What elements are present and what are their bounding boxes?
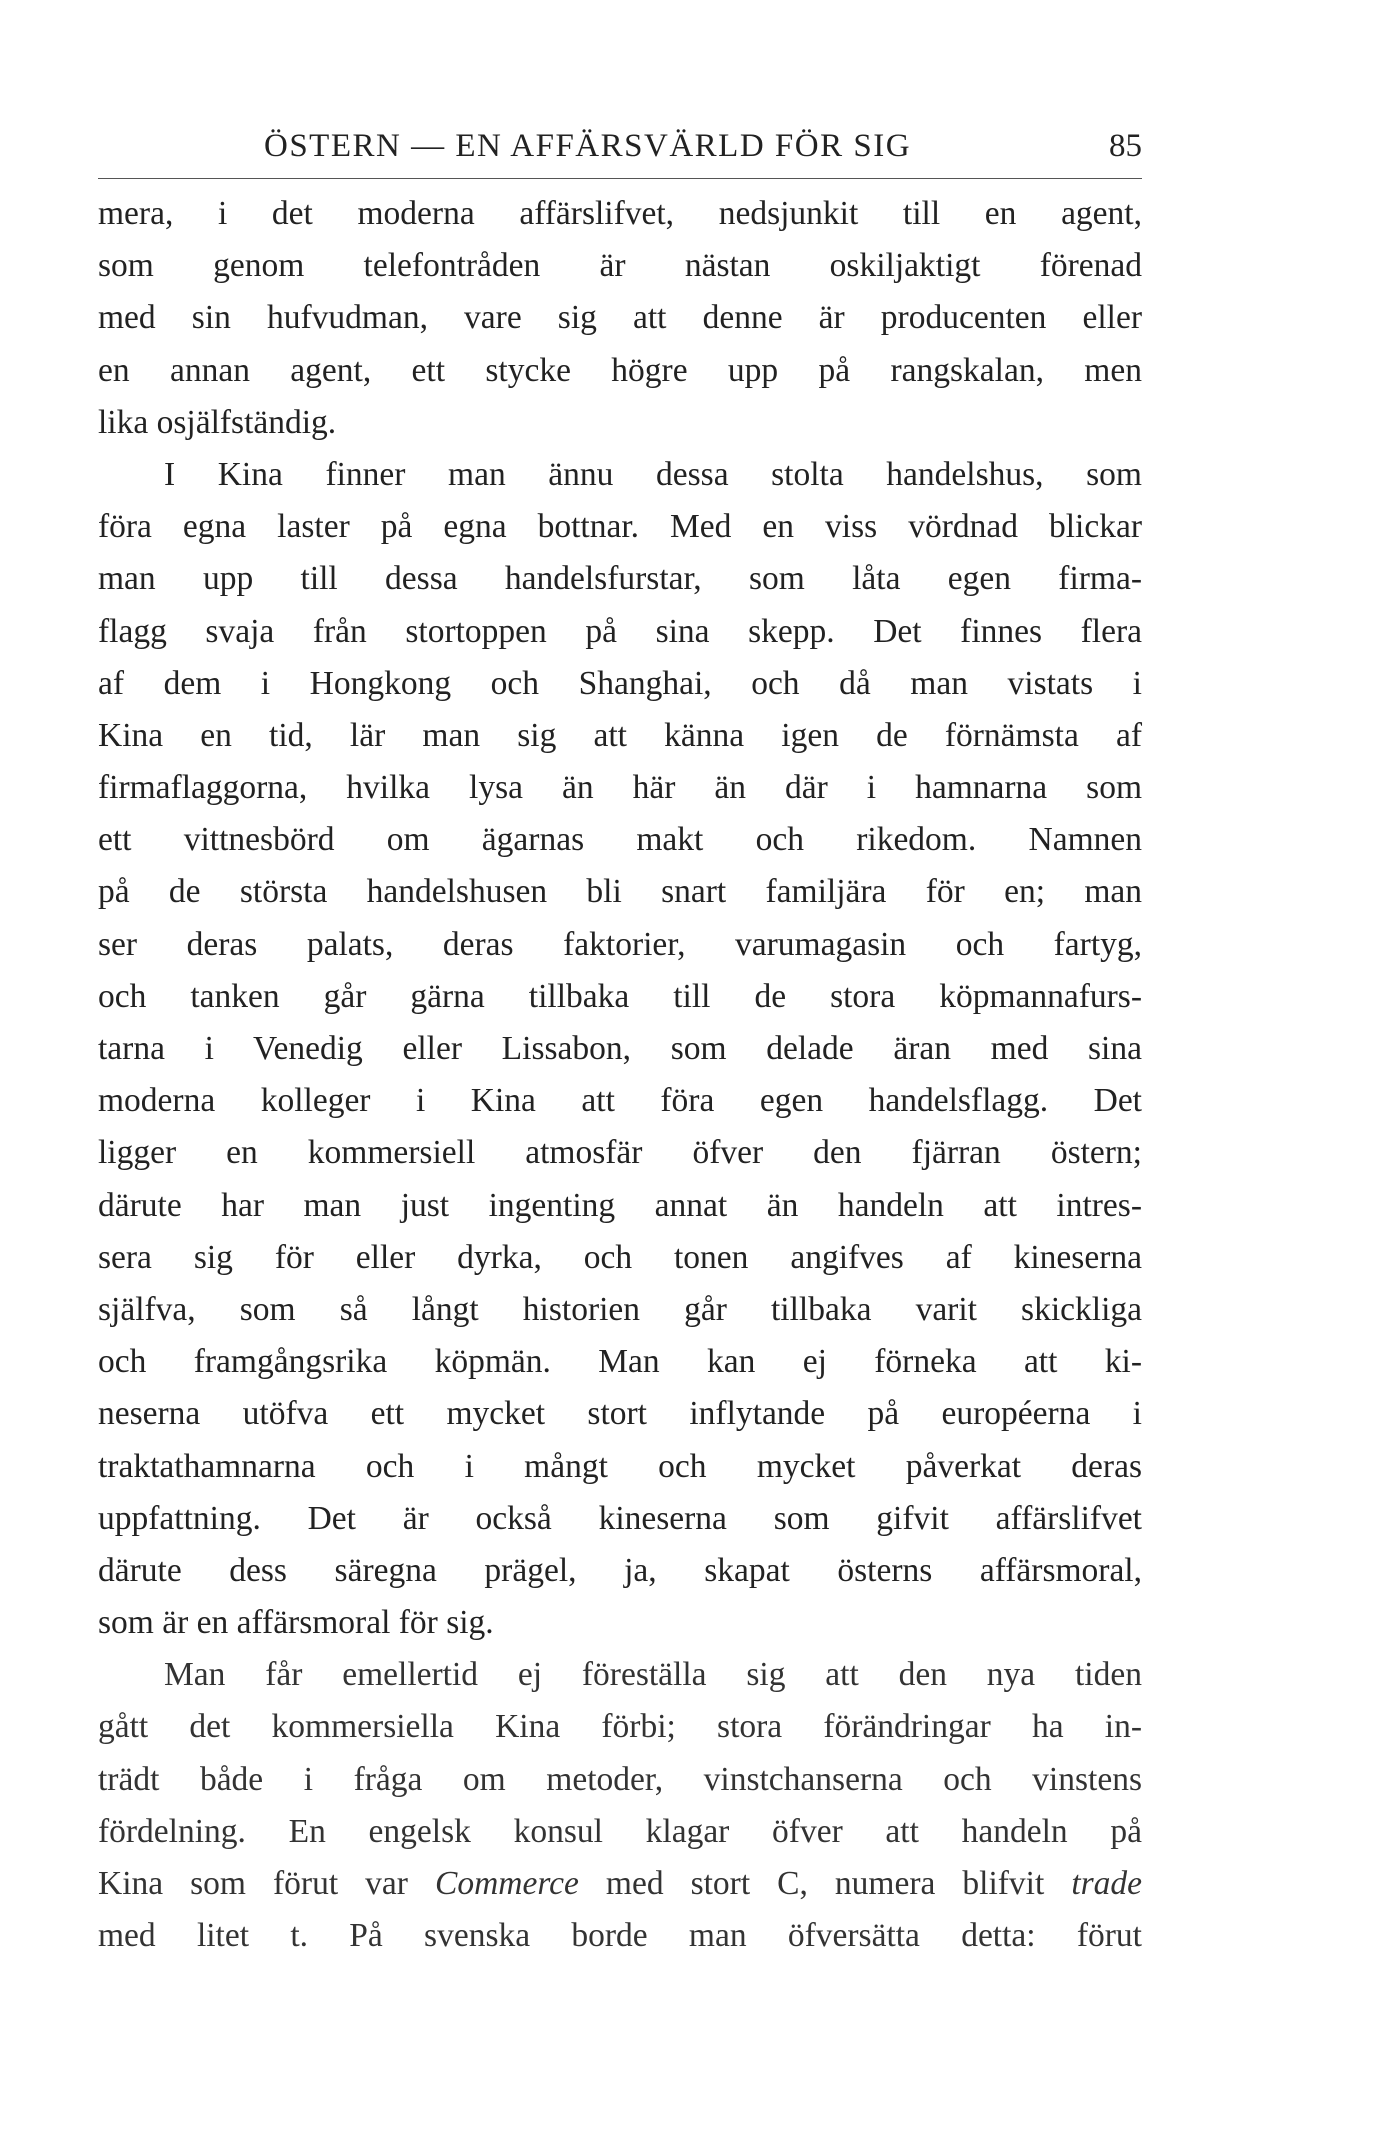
text-line: lika osjälfständig. bbox=[98, 403, 337, 441]
text-line: föra egna laster på egna bottnar. Med en viss vördnad blickar bbox=[98, 508, 1142, 546]
text-line: själfva, som så långt historien går tillbaka varit skickliga bbox=[98, 1290, 1142, 1328]
italic-term: Commerce bbox=[434, 1865, 579, 1902]
text-line: ligger en kommersiell atmosfär öfver den fjärran östern; bbox=[98, 1134, 1142, 1172]
page-number: 85 bbox=[1109, 128, 1142, 164]
running-title: ÖSTERN — EN AFFÄRSVÄRLD FÖR SIG bbox=[264, 128, 912, 164]
text-line: med sin hufvudman, vare sig att denne är producenten eller bbox=[98, 299, 1142, 337]
text-line: flagg svaja från stortoppen på sina skepp. Det finnes flera bbox=[98, 612, 1142, 650]
text-line-mixed bbox=[98, 1858, 1142, 1910]
text-line: med litet t. På svenska borde man öfversätta detta: förut bbox=[98, 1917, 1142, 1955]
text-line: neserna utöfva ett mycket stort inflytande på européerna i bbox=[98, 1395, 1142, 1433]
text-line: ser deras palats, deras faktorier, varumagasin och fartyg, bbox=[98, 925, 1142, 963]
text-line: en annan agent, ett stycke högre upp på rangskalan, men bbox=[98, 351, 1142, 389]
text-segment: med stort C, numera blifvit bbox=[605, 1865, 1045, 1902]
text-line: Man får emellertid ej föreställa sig att den nya tiden bbox=[164, 1656, 1142, 1694]
text-line: I Kina finner man ännu dessa stolta handelshus, som bbox=[164, 455, 1142, 493]
text-line: och tanken går gärna tillbaka till de stora köpmannafurs- bbox=[98, 977, 1142, 1015]
text-line: af dem i Hongkong och Shanghai, och då man vistats i bbox=[98, 664, 1142, 702]
text-line: uppfattning. Det är också kineserna som gifvit affärslifvet bbox=[98, 1499, 1142, 1537]
text-line: ett vittnesbörd om ägarnas makt och rikedom. Namnen bbox=[98, 821, 1142, 859]
text-line: och framgångsrika köpmän. Man kan ej förneka att ki- bbox=[98, 1343, 1142, 1381]
text-line: mera, i det moderna affärslifvet, nedsjunkit till en agent, bbox=[98, 195, 1142, 232]
header-rule bbox=[98, 178, 1142, 179]
text-line: fördelning. En engelsk konsul klagar öfver att handeln på bbox=[98, 1812, 1142, 1850]
text-line: som är en affärsmoral för sig. bbox=[98, 1604, 494, 1642]
text-line: på de största handelshusen bli snart familjära för en; man bbox=[98, 873, 1142, 911]
text-line: man upp till dessa handelsfurstar, som låta egen firma- bbox=[98, 560, 1142, 598]
text-line: trädt både i fråga om metoder, vinstchanserna och vinstens bbox=[98, 1760, 1142, 1798]
text-line: sera sig för eller dyrka, och tonen angifves af kineserna bbox=[98, 1238, 1142, 1276]
text-line: tarna i Venedig eller Lissabon, som delade äran med sina bbox=[98, 1030, 1142, 1067]
text-line: moderna kolleger i Kina att föra egen handelsflagg. Det bbox=[98, 1082, 1142, 1120]
running-header bbox=[98, 122, 1142, 182]
text-line: gått det kommersiella Kina förbi; stora förändringar ha in- bbox=[98, 1708, 1142, 1746]
page-body bbox=[98, 188, 1142, 1962]
text-line: därute dess säregna prägel, ja, skapat österns affärsmoral, bbox=[98, 1551, 1142, 1589]
text-segment: Kina som förut var bbox=[98, 1865, 408, 1902]
text-line: traktathamnarna och i mångt och mycket påverkat deras bbox=[98, 1447, 1142, 1485]
text-line: firmaflaggorna, hvilka lysa än här än där i hamnarna som bbox=[98, 769, 1142, 807]
text-line: som genom telefontråden är nästan oskiljaktigt förenad bbox=[98, 247, 1142, 285]
text-line: därute har man just ingenting annat än handeln att intres- bbox=[98, 1186, 1142, 1224]
text-line: Kina en tid, lär man sig att känna igen de förnämsta af bbox=[98, 716, 1142, 754]
italic-term: trade bbox=[1071, 1865, 1143, 1902]
